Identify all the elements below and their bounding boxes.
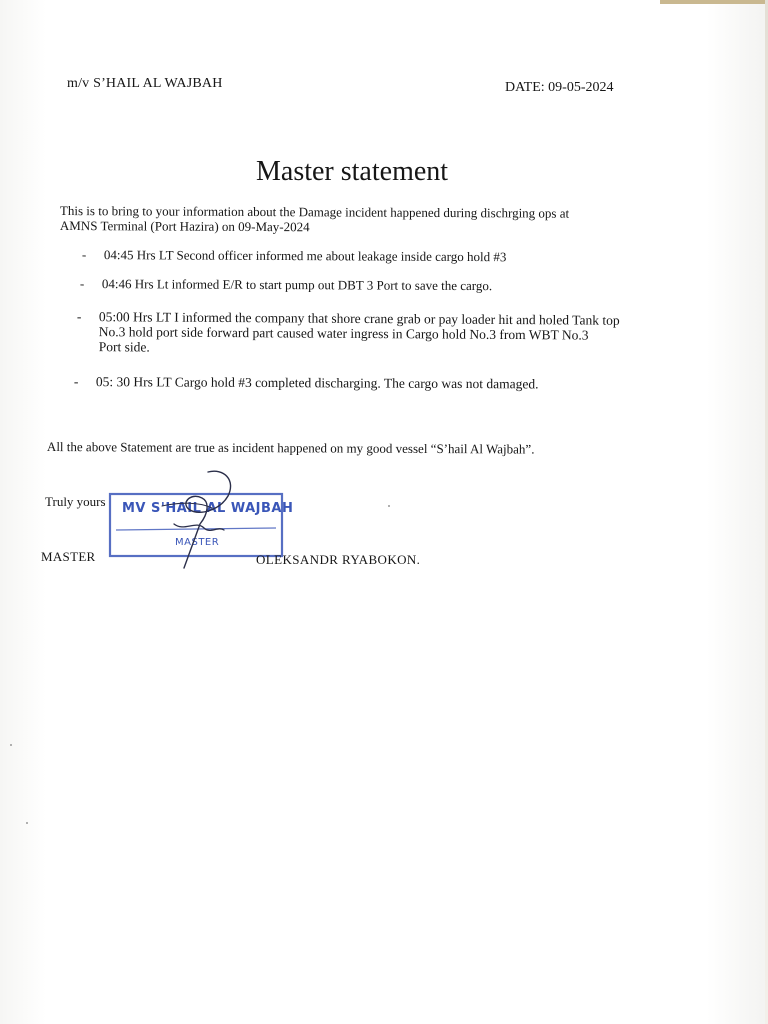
list-item-text: 04:45 Hrs LT Second officer informed me about leakage inside cargo hold #3 [103, 247, 507, 265]
list-bullet: - [73, 374, 79, 390]
list-item-text [99, 309, 679, 358]
paper-edge-top [660, 0, 768, 4]
intro-line-1: This is to bring to your information about the Damage incident happened during dischrging ops at [59, 203, 570, 221]
list-item-line: No.3 hold port side forward part caused water ingress in Cargo hold No.3 from WBT No.3 [98, 324, 589, 343]
list-item [76, 309, 687, 355]
list-item [79, 276, 640, 294]
list-bullet: - [76, 309, 82, 325]
list-item-text: 04:46 Hrs Lt informed E/R to start pump out DBT 3 Port to save the cargo. [101, 276, 493, 294]
paper-speck [10, 744, 12, 746]
signature [150, 466, 250, 572]
list-item [81, 247, 642, 265]
signatory-name: OLEKSANDR RYABOKON. [256, 552, 421, 567]
intro-line-2: AMNS Terminal (Port Hazira) on 09-May-2024 [59, 217, 310, 235]
intro-paragraph [60, 203, 640, 236]
document-title: Master statement [256, 156, 449, 187]
signatory-role: MASTER [41, 549, 96, 564]
stamp-role: MASTER [175, 537, 220, 548]
list-item-line: Port side. [98, 339, 150, 355]
list-bullet: - [79, 276, 85, 292]
list-bullet: - [81, 247, 87, 263]
list-item [73, 374, 634, 392]
paper-speck [388, 505, 390, 507]
closing-salutation: Truly yours [45, 494, 106, 509]
list-item-line: 05:00 Hrs LT I informed the company that shore crane grab or pay loader hit and holed Tank top [98, 309, 620, 328]
document-date: DATE: 09-05-2024 [505, 80, 614, 95]
vessel-name: m/v S’HAIL AL WAJBAH [67, 76, 223, 91]
truth-statement: All the above Statement are true as incident happened on my good vessel “S’hail Al Wajbah”. [46, 439, 535, 457]
stamp-vessel-name: MV S'HAIL AL WAJBAH [122, 501, 294, 516]
paper-speck [26, 822, 28, 824]
list-item-text: 05: 30 Hrs LT Cargo hold #3 completed discharging. The cargo was not damaged. [95, 374, 539, 392]
